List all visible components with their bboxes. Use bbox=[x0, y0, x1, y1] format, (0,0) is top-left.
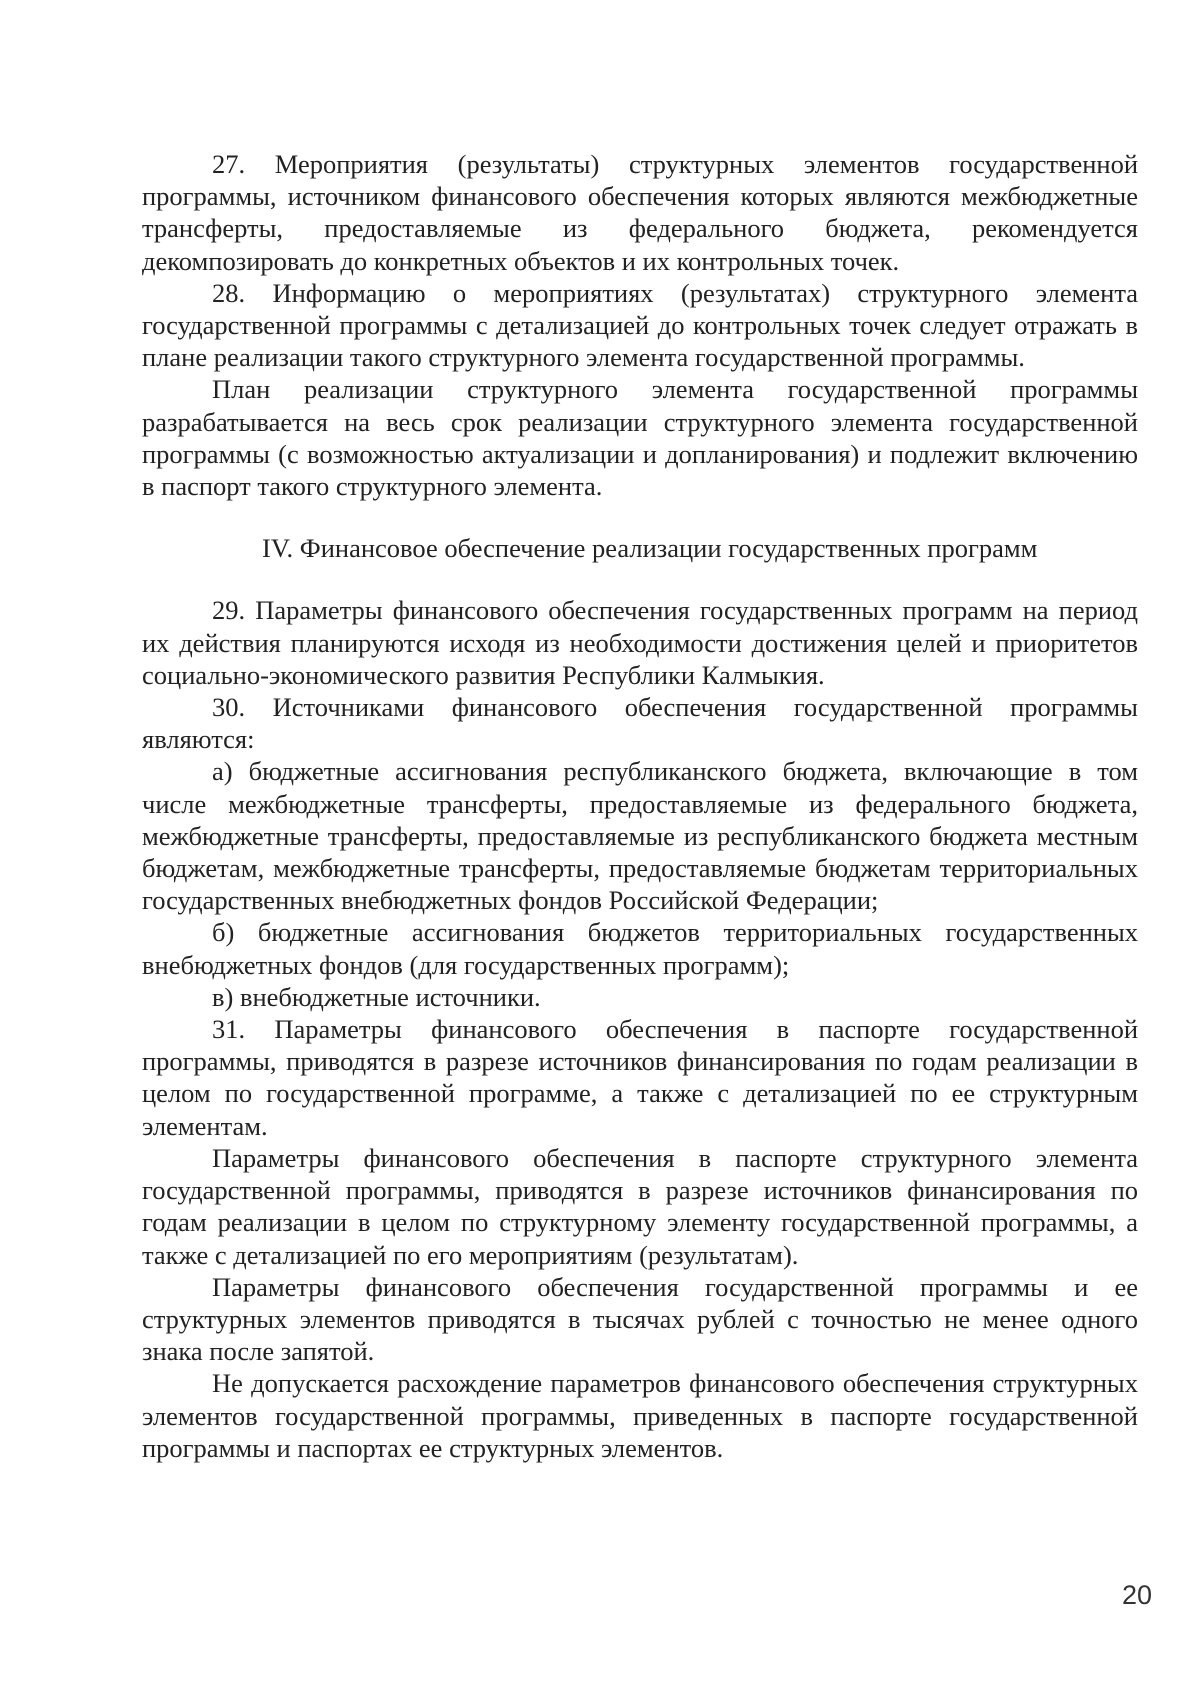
paragraph-30-b: б) бюджетные ассигнования бюджетов территориальных государственных внебюджетных фондов (для государственных программ); bbox=[142, 917, 1138, 980]
document-body bbox=[142, 148, 1138, 1464]
paragraph-30-c: в) внебюджетные источники. bbox=[212, 981, 541, 1012]
paragraph-28: 28. Информацию о мероприятиях (результатах) структурного элемента государственной программы с детализацией до контрольных точек следует отражать в плане реализации такого структурного элемента государственной программы. bbox=[142, 277, 1138, 373]
paragraph-27: 27. Мероприятия (результаты) структурных элементов государственной программы, источником финансового обеспечения которых являются межбюджетные трансферты, предоставляемые из федерального бюджета, рекомендуется декомпозировать до конкретных объектов и их контрольных точек. bbox=[142, 149, 1138, 276]
paragraph-30-a: а) бюджетные ассигнования республиканского бюджета, включающие в том числе межбюджетные трансферты, предоставляемые из федерального бюджета, межбюджетные трансферты, предоставляемые из республиканского бюджета местным бюджетам, межбюджетные трансферты, предоставляемые бюджетам территориальных государственных внебюджетных фондов Российской Федерации; bbox=[142, 756, 1138, 916]
paragraph-31-discrepancy: Не допускается расхождение параметров финансового обеспечения структурных элементов государственной программы, приведенных в паспорте государственной программы и паспортах ее структурных элементов. bbox=[142, 1368, 1138, 1463]
paragraph-30: 30. Источниками финансового обеспечения государственной программы являются: bbox=[142, 692, 1138, 755]
paragraph-31-units: Параметры финансового обеспечения государственной программы и ее структурных элементов приводятся в тысячах рублей с точностью не менее одного знака после запятой. bbox=[142, 1271, 1138, 1367]
page-number: 20 bbox=[1121, 1580, 1152, 1610]
paragraph-31: 31. Параметры финансового обеспечения в паспорте государственной программы, приводятся в разрезе источников финансирования по годам реализации в целом по государственной программе, а также с детализацией по ее структурным элементам. bbox=[142, 1014, 1138, 1141]
paragraph-29: 29. Параметры финансового обеспечения государственных программ на период их действия планируются исходя из необходимости достижения целей и приоритетов социально-экономического развития Республики Калмыкия. bbox=[142, 595, 1138, 690]
section-heading: IV. Финансовое обеспечение реализации государственных программ bbox=[262, 533, 1038, 564]
paragraph-31-structural-element: Параметры финансового обеспечения в паспорте структурного элемента государственной программы, приводятся в разрезе источников финансирования по годам реализации в целом по структурному элементу государственной программы, а также с детализацией по его мероприятиям (результатам). bbox=[142, 1142, 1138, 1270]
paragraph-implementation-plan: План реализации структурного элемента государственной программы разрабатывается на весь срок реализации структурного элемента государственной программы (с возможностью актуализации и допланирования) и подлежит включению в паспорт такого структурного элемента. bbox=[142, 374, 1138, 502]
